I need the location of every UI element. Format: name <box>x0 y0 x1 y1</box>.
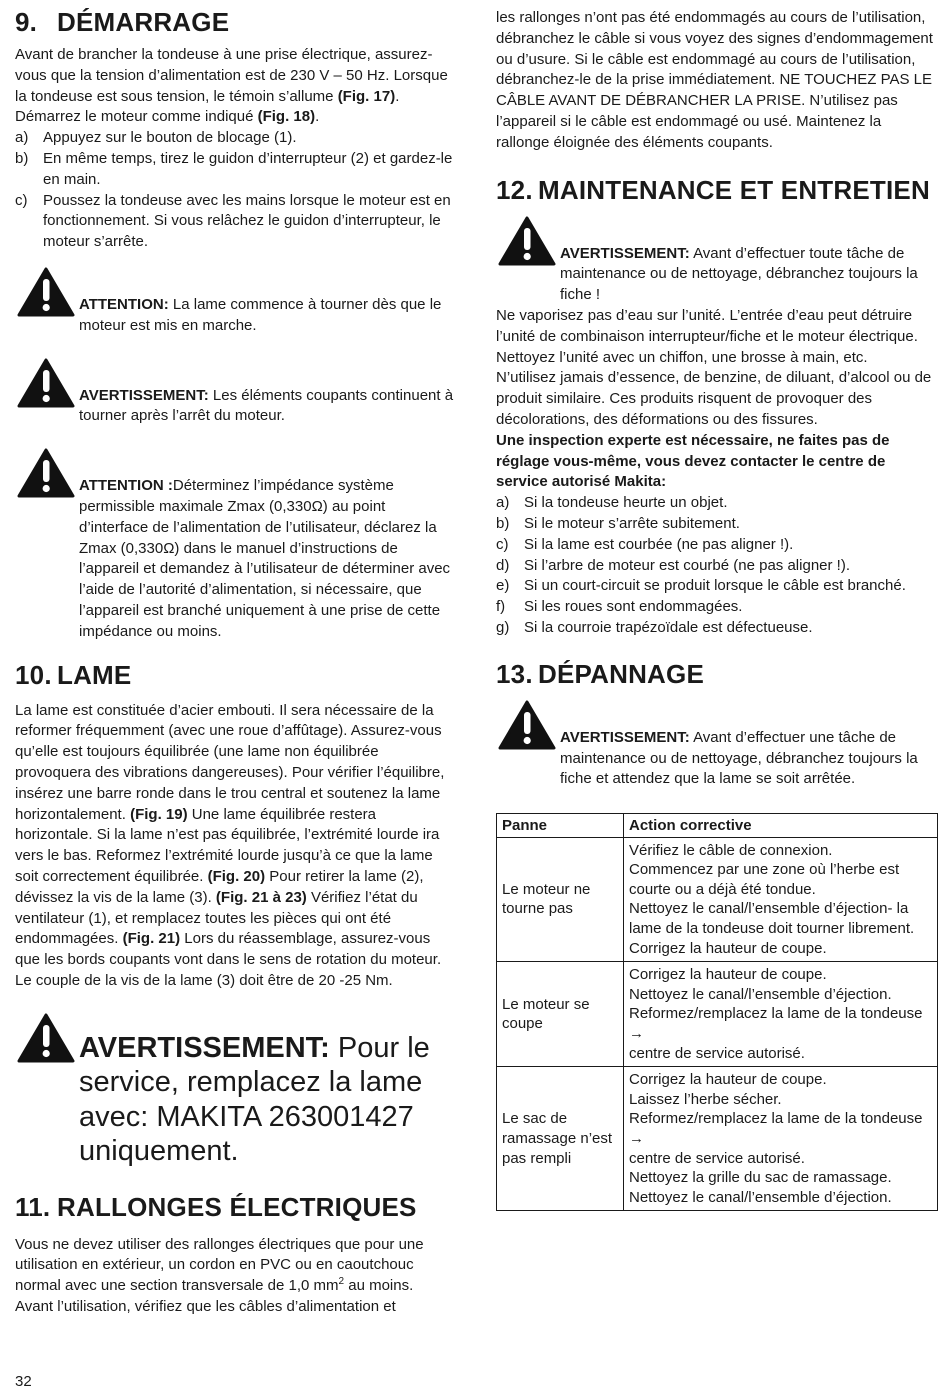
warning-label: AVERTISSEMENT: <box>560 728 690 746</box>
list-text: Si la tondeuse heurte un objet. <box>524 494 728 512</box>
fig-ref: (Fig. 17) <box>337 87 396 105</box>
warning-text: Avant d’effectuer une tâche de maintenance ou de nettoyage, débranchez toujours la fiche et attendez que la lame se soit arrêtée. <box>560 728 918 788</box>
action-line: Laissez l’herbe sécher. <box>629 1090 782 1108</box>
text: Avant de brancher la tondeuse à une prise électrique, assurez-vous que la tension d’alimentation est de 230 V – 50 Hz. Lorsque la tondeuse est sous tension, le témoin s’allume <box>15 46 448 105</box>
list-item <box>496 514 938 535</box>
paragraph: Ne vaporisez pas d’eau sur l’unité. L’entrée d’eau peut détruire l’unité de combinaison interrupteur/fiche et le moteur électrique. Nettoyez l’unité avec un chiffon, une brosse à main, etc. <box>496 306 918 366</box>
large-warning <box>15 1013 455 1169</box>
list-letter: c) <box>496 535 509 553</box>
list-item <box>496 618 938 639</box>
list-item <box>15 149 455 191</box>
warning-icon <box>17 358 75 408</box>
text: Vous ne devez utiliser des rallonges électriques que pour une utilisation en extérieur, un cordon en PVC ou en caoutchouc normal avec une section transversale de 1,0 mm <box>15 1235 424 1295</box>
warning-label: ATTENTION: <box>79 295 169 313</box>
section-number: 9. <box>15 7 38 37</box>
section-12-heading <box>496 176 938 204</box>
list-item <box>496 576 938 597</box>
text: Une lame équilibrée restera horizontale. Si la lame n’est pas équilibrée, l’extrémité lourde ira vers le bas. Reformez l’extrémité lourde jusqu’à ce que la lame soit correctement équilibrée. <box>15 805 440 885</box>
action-line: Nettoyez le canal/l’ensemble d’éjection. <box>629 985 892 1003</box>
section-11-heading <box>15 1193 455 1221</box>
list-text: Si un court-circuit se produit lorsque le câble est branché. <box>524 577 906 595</box>
section-13-heading <box>496 660 938 688</box>
paragraph: les rallonges n’ont pas été endommagés au cours de l’utilisation, débranchez le câble si vous voyez des signes d’endommagement ou d’usure. Si le câble est endommagé au cours de l’utilisation, débranchez-le de la prise immédiatement. NE TOUCHEZ PAS LE CÂBLE AVANT DE DÉBRANCHER LA PRISE. N’utilisez pas l’appareil si le câble est endommagé ou usé. Maintenez la rallonge éloignée des éléments coupants. <box>496 9 933 151</box>
avertissement-warning <box>15 358 455 428</box>
list-text: En même temps, tirez le guidon d’interrupteur (2) et gardez-le en main. <box>43 149 453 188</box>
action-line: Nettoyez la grille du sac de ramassage. <box>629 1169 892 1187</box>
action-cell <box>624 962 938 1067</box>
action-line: Corrigez la hauteur de coupe. <box>629 939 827 957</box>
attention-warning-2 <box>15 448 455 642</box>
steps-list <box>15 128 455 253</box>
warning-label: AVERTISSEMENT: <box>79 1031 330 1064</box>
section-title: LAME <box>57 659 132 690</box>
warning-icon <box>17 448 75 498</box>
warning-icon <box>17 267 75 317</box>
text: au moins. <box>344 1277 414 1295</box>
fig-ref: (Fig. 19) <box>130 805 188 823</box>
problem-cell: Le sac de ramassage n’est pas rempli <box>497 1067 624 1211</box>
action-cell <box>624 1067 938 1211</box>
list-text: Appuyez sur le bouton de blocage (1). <box>43 129 297 147</box>
paragraph: Avant l’utilisation, vérifiez que les câbles d’alimentation et <box>15 1298 396 1316</box>
list-letter: f) <box>496 598 506 616</box>
list-text: Poussez la tondeuse avec les mains lorsque le moteur est en fonctionnement. Si vous relâchez le guidon d’interrupteur, le moteur s’arrête. <box>43 191 451 251</box>
fig-ref: (Fig. 18) <box>257 108 316 126</box>
list-letter: b) <box>496 514 510 532</box>
paragraph <box>15 701 455 992</box>
action-line: Reformez/remplacez la lame de la tondeuse → <box>629 1005 923 1043</box>
bold-paragraph: Une inspection experte est nécessaire, ne faites pas de réglage vous-même, vous devez contacter le centre de service autorisé Makita: <box>496 431 890 491</box>
list-letter: b) <box>15 149 29 167</box>
warning-text: Pour le service, remplacez la lame avec: MAKITA 263001427 uniquement. <box>79 1031 430 1168</box>
text: Vérifiez l’état du ventilateur (1), et remplacez toutes les pièces qui ont été endommagées. <box>15 888 418 948</box>
action-line: Vérifiez le câble de connexion. <box>629 841 833 859</box>
fig-ref: (Fig. 20) <box>207 867 266 885</box>
list-letter: g) <box>496 618 510 636</box>
problem-cell: Le moteur se coupe <box>497 962 624 1067</box>
action-line: centre de service autorisé. <box>629 1149 805 1167</box>
section-number: 10. <box>15 659 52 690</box>
section-number: 13. <box>496 658 533 689</box>
table-row <box>497 1067 938 1211</box>
problem-cell: Le moteur ne tourne pas <box>497 837 624 962</box>
text: Pour retirer la lame (2), dévissez la vis de la lame (3). <box>15 867 424 906</box>
page-number: 32 <box>15 1373 32 1390</box>
column-header-action: Action corrective <box>624 814 938 838</box>
action-line: Corrigez la hauteur de coupe. <box>629 966 827 984</box>
troubleshooting-warning <box>496 700 938 790</box>
list-item <box>496 493 938 514</box>
paragraph <box>15 45 455 107</box>
warning-text: Avant d’effectuer toute tâche de maintenance ou de nettoyage, débranchez toujours la fiche ! <box>560 244 918 304</box>
maintenance-warning <box>496 216 938 306</box>
list-item <box>496 597 938 618</box>
warning-text: Les éléments coupants continuent à tourner après l’arrêt du moteur. <box>79 386 454 425</box>
warning-icon <box>498 216 556 266</box>
warning-label: AVERTISSEMENT: <box>560 244 690 262</box>
section-number: 11. <box>15 1191 51 1222</box>
list-item <box>496 556 938 577</box>
list-letter: e) <box>496 577 510 595</box>
list-letter: d) <box>496 556 510 574</box>
action-line: centre de service autorisé. <box>629 1044 805 1062</box>
list-letter: a) <box>15 129 29 147</box>
warning-text: Déterminez l’impédance système permissible maximale Zmax (0,330Ω) au point d’interface de l’alimentation de l’utilisateur, déclarez la Zmax (0,330Ω) dans le manuel d’instructions de l’appareil et demandez à l’utilisateur de déterminer avec l’aide de l’autorité d’alimentation, si nécessaire, que l’appareil est branché uniquement à une prise de cette impédance ou moins. <box>79 477 451 640</box>
warning-label: ATTENTION : <box>79 477 173 495</box>
paragraph: N’utilisez jamais d’essence, de benzine, de diluant, d’alcool ou de produit similaire. Ces produits risquent de provoquer des décolorations, des déformations ou des fissures. <box>496 369 932 428</box>
left-column <box>15 8 455 1318</box>
right-column <box>496 8 938 1211</box>
text: . <box>315 108 320 126</box>
action-line: Commencez par une zone où l’herbe est courte ou a déjà été tondue. <box>629 861 900 898</box>
paragraph <box>15 107 455 128</box>
section-9-heading <box>15 8 455 36</box>
section-title: DÉPANNAGE <box>538 658 705 689</box>
warning-icon <box>17 1013 75 1063</box>
list-text: Si la lame est courbée (ne pas aligner !). <box>524 535 794 553</box>
list-item <box>496 535 938 556</box>
action-cell <box>624 837 938 962</box>
action-line: Corrigez la hauteur de coupe. <box>629 1071 827 1089</box>
text: . <box>395 87 400 105</box>
inspection-list <box>496 493 938 639</box>
list-letter: a) <box>496 494 510 512</box>
column-header-panne: Panne <box>497 814 624 838</box>
text: Démarrez le moteur comme indiqué <box>15 108 258 126</box>
attention-warning-1 <box>15 267 455 337</box>
action-line: Nettoyez le canal/l’ensemble d’éjection. <box>629 1188 892 1206</box>
section-number: 12. <box>496 174 533 205</box>
list-text: Si les roues sont endommagées. <box>524 598 743 616</box>
table-row <box>497 962 938 1067</box>
text: Lors du réassemblage, assurez-vous que les bords coupants vont dans le sens de rotation du moteur. Le couple de la vis de la lame (3) doit être de 20 -25 Nm. <box>15 930 442 989</box>
warning-icon <box>498 700 556 750</box>
warning-text: La lame commence à tourner dès que le moteur est mis en marche. <box>79 295 442 334</box>
section-10-heading <box>15 661 455 689</box>
list-text: Si la courroie trapézoïdale est défectueuse. <box>524 618 813 636</box>
superscript: 2 <box>338 1276 345 1288</box>
paragraph <box>15 1235 455 1297</box>
list-text: Si le moteur s’arrête subitement. <box>524 514 740 532</box>
list-letter: c) <box>15 191 28 209</box>
action-line: Reformez/remplacez la lame de la tondeuse → <box>629 1110 923 1148</box>
action-line: Nettoyez le canal/l’ensemble d’éjection- la lame de la tondeuse doit tourner librement. <box>629 900 915 938</box>
text: La lame est constituée d’acier embouti. Il sera nécessaire de la reformer fréquemment (avec une roue d’affûtage). Assurez-vous qu’elle est toujours équilibrée (une lame non équilibrée provoquera des vibrations dangereuses). Pour vérifier l’équilibre, insérez une barre ronde dans le trou central et soutenez la lame horizontalement. <box>15 701 445 823</box>
section-title: DÉMARRAGE <box>57 7 230 37</box>
warning-label: AVERTISSEMENT: <box>79 386 209 404</box>
list-text: Si l’arbre de moteur est courbé (ne pas aligner !). <box>524 556 850 574</box>
troubleshooting-table <box>496 813 938 1211</box>
table-header-row <box>497 814 938 838</box>
fig-ref: (Fig. 21 à 23) <box>215 888 307 906</box>
list-item <box>15 128 455 149</box>
fig-ref: (Fig. 21) <box>122 930 181 948</box>
table-row <box>497 837 938 962</box>
section-title: MAINTENANCE ET ENTRETIEN <box>538 174 930 205</box>
list-item <box>15 191 455 253</box>
section-title: RALLONGES ÉLECTRIQUES <box>57 1191 417 1222</box>
